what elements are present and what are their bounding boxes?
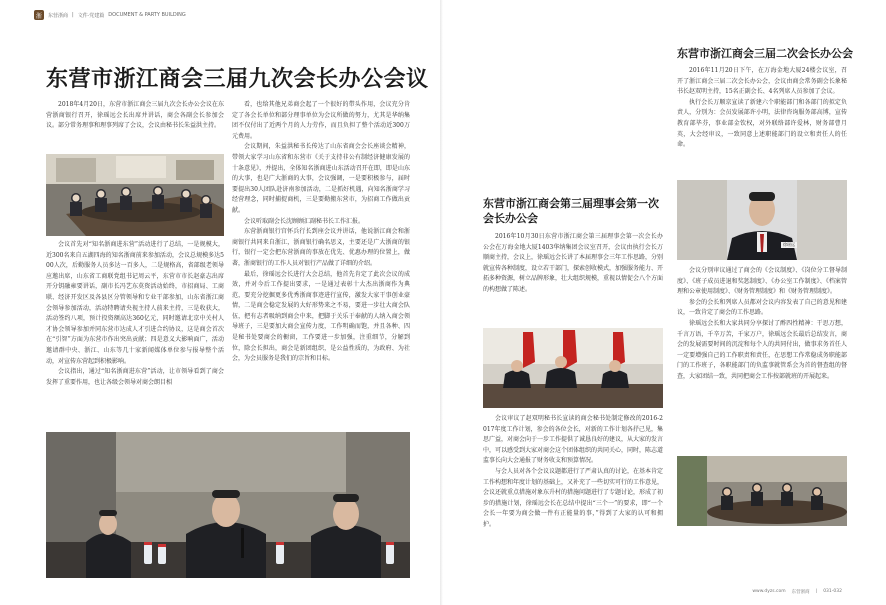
meeting-photo-flags bbox=[483, 328, 663, 408]
right-column-body bbox=[677, 266, 847, 450]
right-page bbox=[443, 0, 886, 605]
left-column-1-top bbox=[46, 100, 224, 150]
portrait-photo bbox=[677, 180, 847, 260]
page-footer: www.dyzs.com 东营浙商 | 031-032 bbox=[752, 589, 842, 595]
paragraph: 2016年11月20日下午，在万海金地大厦24楼会议室，召开了浙江商会三届二次会长办公会，会议由商会常务副会长象秘书长赵双明主持，15名正副会长、4名列席人员参加了会议。 bbox=[677, 67, 847, 96]
article1-body bbox=[677, 66, 847, 178]
footer-magazine: 东营浙商 bbox=[791, 590, 810, 595]
paragraph: 2018年4月20日，东营市浙江商会三届九次会长办公会议在东营浙商银行召开，徐瑶远会长出席并讲话，商会各副会长参加会议。部分常务理事和理事列席了会议，会议由秘书长朱益洪主持。 bbox=[46, 101, 224, 130]
paragraph: 执行会长万顺京宣读了新建六个职能部门和各部门的拟定负责人，分别为：会员发展部许小明，法律咨询服务部高博，宣传教育部毕芬，事业部金钦权，对外联络部许爱林，财务部曹月英，大会经审议，一致同意上述职能部门的设立和责任人的任命。 bbox=[677, 98, 847, 149]
paragraph: 会议首先对“知名浙商进东营”活动进行了总结，一是规模大，近300名来自五湖四海的知名浙商前来参加活动，会议总规模多达500人次，后勤服务人员多达一百多人，二是规格高，省部级老领导应邀出席，山东省工商联党组书记周云平，东营市市长赵豪志出席开分钥融雍要讲话，副市长冯艺东莫资活动始终，市招商局、工商联、经济开发区及各县区分管领导和专业干部参加，山东省浙江商会领导参加活动，活动特聘请央视主持人前来主持，三是收获大，活动签约八项，预计投资额高达360亿元，同时邀请北京中关村人才协会领导参加并同东营市达成人才引进合约协议，这是商会首次在“引智”方面为东营市作出突出贡献；四是意义大影响面广，活动邀请群中央、浙江、山东等几十家新闻媒体单位参与报导整个活动，对宣传东营起到积极影响。 bbox=[46, 241, 224, 365]
article2-title: 东营市浙江商会第三届理事会第一次会长办公会 bbox=[483, 197, 659, 225]
paragraph: 会议分别审议通过了商会的《会议制度》、《岗位分工督导制度》、《班子成员进退和奖惩制度》、《办公室工作制度》、《档案管理和公章使用制度》、《财务管理制度》和《财务管理制度》。 bbox=[677, 267, 847, 296]
article1-title: 东营市浙江商会三届二次会长办公会 bbox=[677, 47, 853, 60]
magazine-logo-icon: 浙 bbox=[34, 10, 44, 20]
paragraph: 会议听取副会长沈顾顾汇副秘书长工作汇报。 bbox=[244, 217, 365, 225]
article-headline: 东营市浙江商会三届九次会长办公会议 bbox=[46, 66, 429, 92]
paragraph: 会议指出，通过“知名浙商进东营”活动，让市领导看到了商会发挥了重要作用，也让各级会领导对商会朗目相 bbox=[46, 368, 224, 386]
article2-body-continued bbox=[483, 414, 663, 580]
paragraph: 参会的会长和列席人员都对会议内容发表了自己的意见和建议，一致肯定了商会的工作思路。 bbox=[677, 298, 847, 317]
paragraph: 会议期间，朱益洪秘书长传达了山东省商会会长座谈会精神，带领大家学习山东省和东营市《关于支持非公有制经济健康发展的十条意见》，并提出，全体知名浙商进山东活动召开在即，即是山东的大事，也是广大浙商的大事，会议强调，一是要积极参与，届时要提出30人团队赴济南参加活动，二是抓好机遇，向知名浙商学习经营理念，同时捕捉商机，三是要勤搬东营市，为招商工作做出贡献。 bbox=[232, 143, 410, 214]
paragraph: 与会人员对各个会议议题都进行了严肃认真的讨论，在基本肯定工作构想和年度计划的基础上，又补充了一些切实可行的工作意见，会议还就重点措施对象东升村的措施问题进行了专题讨论，形成了初步的措施计划，徐瑶远会长在总结中提出“三个一”的要求，即“一个会长一年要为商会做一件有正能量的事，”得到了大家的认可和拥护。 bbox=[483, 467, 663, 528]
left-column-2 bbox=[232, 100, 410, 422]
footer-page-numbers: 031-032 bbox=[823, 589, 842, 594]
magazine-header: 浙 东营浙商 | 文件·党建篇 DOCUMENT & PARTY BUILDING bbox=[35, 12, 186, 20]
meeting-photo-1 bbox=[46, 154, 224, 236]
paragraph: 东营浙商银行宫怀兵行长到座会议并讲话，他说浙江商会和浙商银行共同来自浙江，浙商银行确名思义，主要还是广大浙商的银行，银行一定会把东营浙商的事放在优先、优惠办理的位置上，做著，浙商银行的工作人员对银行产品做了详细的介绍。 bbox=[232, 228, 410, 267]
paragraph: 2016年10月30日东营市浙江商会第三届理事会第一次会长办公会在万海金地大厦1403华纳集团会议室召开，会议由执行会长万顺商主持，会议上，徐瑶远会长讲了本届理事会三年工作思路，分别就宣传各种制度，设立若干部门，探索创收模式，加强服务能力、开拓多种资源，树立品牌形象，壮大组织规模，重视以情促会八个方面的构想做了陈述。 bbox=[483, 233, 663, 293]
paragraph: 徐瑶远会长和大家共同分享探讨了酢四性精神：干思万想，千言万语，千辛万苦，千家万户，徐瑶远会长最后总结发言，商会的发展需要时间的沉淀和每个人的共同付出，做事求务首任人一定要增强自己的工作职责和责任，在思想工作常稳成务职能部门的工作班子，各职能部门的负监事就管系会为首的督查组的督查，大家团结一致，共同把商会工作按部就班的开展起来。 bbox=[677, 319, 847, 380]
portrait-caption: 徐瑶远 bbox=[783, 242, 795, 247]
footer-site: www.dyzs.com bbox=[752, 589, 786, 594]
paragraph: 会议审议了赵双明秘书长宣读的商会秘书处制定修改的2016-2017年度工作计划，参会的各位会长，对新的工作计划各抒己见，集思广益，对商会向于一步工作提供了诚恳良好的建议，从大家的发言中，可以感受到大家对商会这个团体组织的共同关心，同时，陈志道监事长向大会通报了财务收支和预算情况。 bbox=[483, 415, 663, 465]
article2-body bbox=[483, 232, 663, 324]
paragraph: 看，也给其他兄弟商会起了一个很好的带头作用，会议充分肯定了各会长单位和部分理事单位为会议所做的努力，尤其是华纳集团不仅付出了近两个月的人力劳作，而且负担了整个活动近300万元费用。 bbox=[232, 101, 410, 140]
section-name: 文件·党建篇 bbox=[77, 12, 105, 19]
paragraph: 最后，徐瑶远会长进行大会总结，他首先肯定了此次会议的成效，并对今后工作提出要求，一是通过表彰十大杰出浙商作为典范，要充分挖掘更多优秀浙商事迹进行宣传，激发大家干事创业豪情，二是商会稳定发展的大好形势来之不易，要进一步壮大商会队伍，把有志者吸纳到商会中来，把脚于关乐于奉献的人纳入商会领导班子，三是要加大商会宣传力度，工作明确而饱，并且各种、四是秘书处要商会的橱窗，工作要进一步加强，注重细节，分解到位，除会长担出，商会是新团组织，是公益性质的，为政府、为社会，为会员服务是我们的宗旨和目标。 bbox=[232, 270, 410, 363]
left-column-1-bottom bbox=[46, 240, 224, 422]
meeting-photo-large bbox=[46, 432, 410, 578]
section-name-en: DOCUMENT & PARTY BUILDING bbox=[108, 12, 186, 18]
magazine-name: 东营浙商 bbox=[48, 12, 69, 19]
meeting-photo-small bbox=[677, 456, 847, 526]
